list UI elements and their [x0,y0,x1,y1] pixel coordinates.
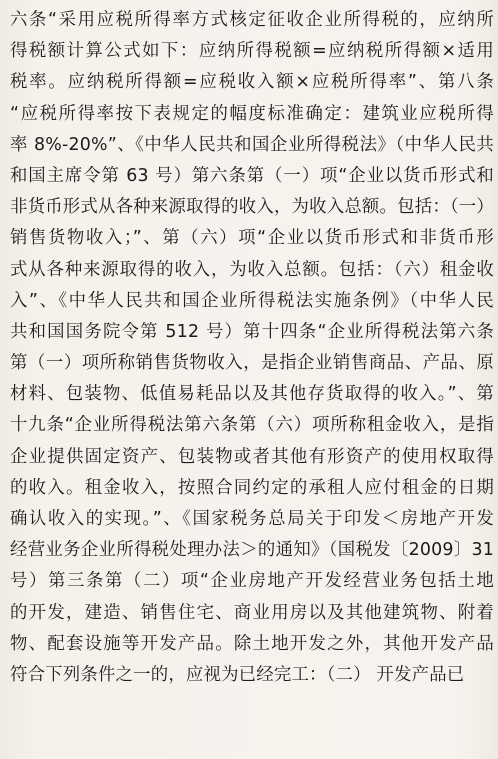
text-line: 入”、《中华人民共和国企业所得税法实施条例》（中华人民 [10,290,494,311]
text-line: 销售货物收入；”、第（六）项“企业以货币形式和非货币形 [10,228,494,249]
text-line: 确认收入的实现。”、《国家税务总局关于印发＜房地产开发 [10,509,494,529]
text-line: 符合下列条件之一的，应视为已经完工：（二） 开发产品已 [10,664,465,685]
text-line: 号）第三条第（二）项“企业房地产开发经营业务包括土地 [10,571,494,592]
text-line: 的收入。租金收入，按照合同约定的承租人应付租金的日期 [10,477,494,498]
text-line: 率 8%-20%”、《中华人民共和国企业所得税法》（中华人民共 [10,134,494,155]
text-line: 经营业务企业所得税处理办法＞的通知》（国税发〔2009〕31 [10,540,494,561]
text-line: 和国主席令第 63 号）第六条第（一）项“企业以货币形式和 [10,165,494,186]
text-line: 物、配套设施等开发产品。除土地开发之外，其他开发产品 [10,633,494,654]
text-line: 的开发，建造、销售住宅、商业用房以及其他建筑物、附着 [10,602,494,623]
text-line: 第（一）项所称销售货物收入，是指企业销售商品、产品、原 [10,353,494,374]
document-body [10,5,494,691]
text-line: 共和国国务院令第 512 号）第十四条“企业所得税法第六条 [10,321,494,342]
text-line: 六条“采用应税所得率方式核定征收企业所得税的，应纳所 [10,10,494,30]
text-line: 材料、包装物、低值易耗品以及其他存货取得的收入。”、第 [10,384,494,405]
text-line: 非货币形式从各种来源取得的收入，为收入总额。包括：（一） [10,197,494,218]
text-line: 税率。应纳税所得额=应税收入额×应税所得率”、第八条 [10,72,494,93]
text-line: 得税额计算公式如下：应纳所得税额=应纳税所得额×适用 [10,41,494,62]
text-line: “应税所得率按下表规定的幅度标准确定：建筑业应税所得 [10,103,494,124]
text-line: 企业提供固定资产、包装物或者其他有形资产的使用权取得 [10,446,494,467]
text-line: 式从各种来源取得的收入，为收入总额。包括：（六）租金收 [10,259,494,280]
text-line: 十九条“企业所得税法第六条第（六）项所称租金收入，是指 [10,415,494,436]
